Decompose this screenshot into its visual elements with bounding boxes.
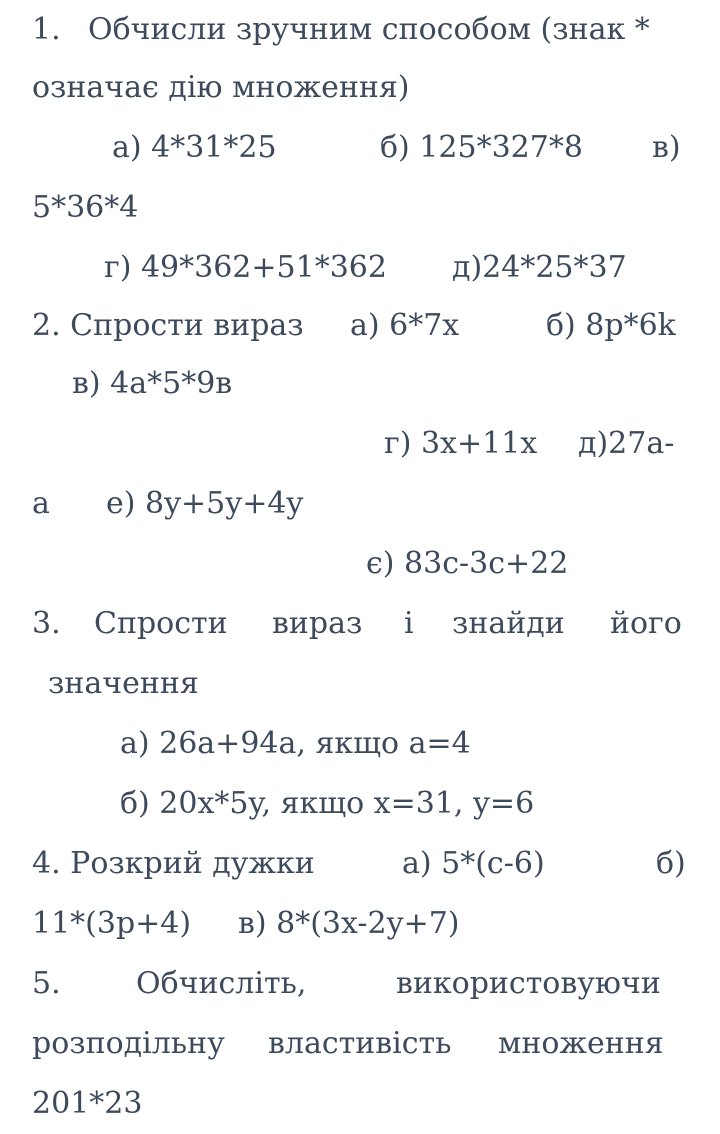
task-2-items-line-2 [0,414,720,474]
task-2-title-line [0,296,720,356]
task-1-item-g: г) 49*362+51*362 [104,250,387,285]
task-1-items-line-1 [0,118,720,178]
task-4-title: 4. Розкрий дужки [32,846,315,881]
task-4-item-a: а) 5*(c-6) [402,846,545,881]
task-4-items-line [0,894,720,954]
task-5-expression: 201*23 [32,1086,143,1121]
task-1-item-d: д)24*25*37 [452,250,627,285]
task-2-item-ye: є) 83c-3c+22 [366,546,569,581]
task-1-title-continuation: означає дію множення) [32,70,410,105]
task-3-item-b: б) 20x*5y, якщо x=31, y=6 [120,786,535,821]
task-3-number: 3. [32,606,61,641]
task-1-number: 1. [32,12,61,47]
task-3-title-line [0,594,720,654]
task-2-item-d-end: а [32,486,50,521]
task-1-item-a: а) 4*31*25 [112,130,277,165]
task-2-items-line-1 [0,354,720,414]
task-5-expression-line [0,1074,720,1134]
task-5-title-word: властивість [268,1026,452,1061]
task-2-item-a: а) 6*7x [350,308,460,343]
task-1-items-line-2 [0,178,720,238]
task-5-title-line [0,954,720,1014]
task-3-title-word: Спрости [94,606,228,641]
task-2-item-v: в) 4а*5*9в [72,366,233,401]
task-2-title: 2. Спрости вираз [32,308,304,343]
task-1-item-v-label: в) [652,130,681,165]
task-3-title-word: його [610,606,682,641]
task-2-item-e: е) 8y+5y+4y [106,486,304,521]
task-2-items-line-3 [0,474,720,534]
task-3-items-line-2 [0,774,720,834]
task-4-item-b-label: б) [656,846,686,881]
task-1-item-b: б) 125*327*8 [380,130,583,165]
task-5-title-word: розподільну [32,1026,225,1061]
task-3-items-line-1 [0,714,720,774]
task-3-item-a: а) 26а+94а, якщо а=4 [120,726,471,761]
task-1-title-continuation-line [0,58,720,118]
task-3-title-word: знайди [452,606,565,641]
task-5-title-word: множення [498,1026,664,1061]
task-4-item-b-value: 11*(3p+4) [32,906,192,941]
task-3-title-word: і [404,606,414,641]
task-2-item-g: г) 3x+11x [384,426,538,461]
task-3-title-continuation: значення [48,666,199,701]
task-1-title-line [0,0,720,60]
task-3-title-continuation-line [0,654,720,714]
task-2-item-d-start: д)27а- [578,426,675,461]
task-3-title-word: вираз [272,606,363,641]
task-1-item-v-value: 5*36*4 [32,190,139,225]
task-4-title-line [0,834,720,894]
task-5-number: 5. [32,966,61,1001]
task-1-items-line-3 [0,238,720,298]
task-5-title-word: Обчисліть, [136,966,307,1001]
task-4-item-v: в) 8*(3x-2y+7) [238,906,460,941]
task-2-item-b: б) 8p*6k [546,308,676,343]
task-5-title-continuation-line [0,1014,720,1074]
task-2-items-line-4 [0,534,720,594]
task-1-title: Обчисли зручним способом (знак * [88,12,650,47]
task-5-title-word: використовуючи [396,966,661,1001]
